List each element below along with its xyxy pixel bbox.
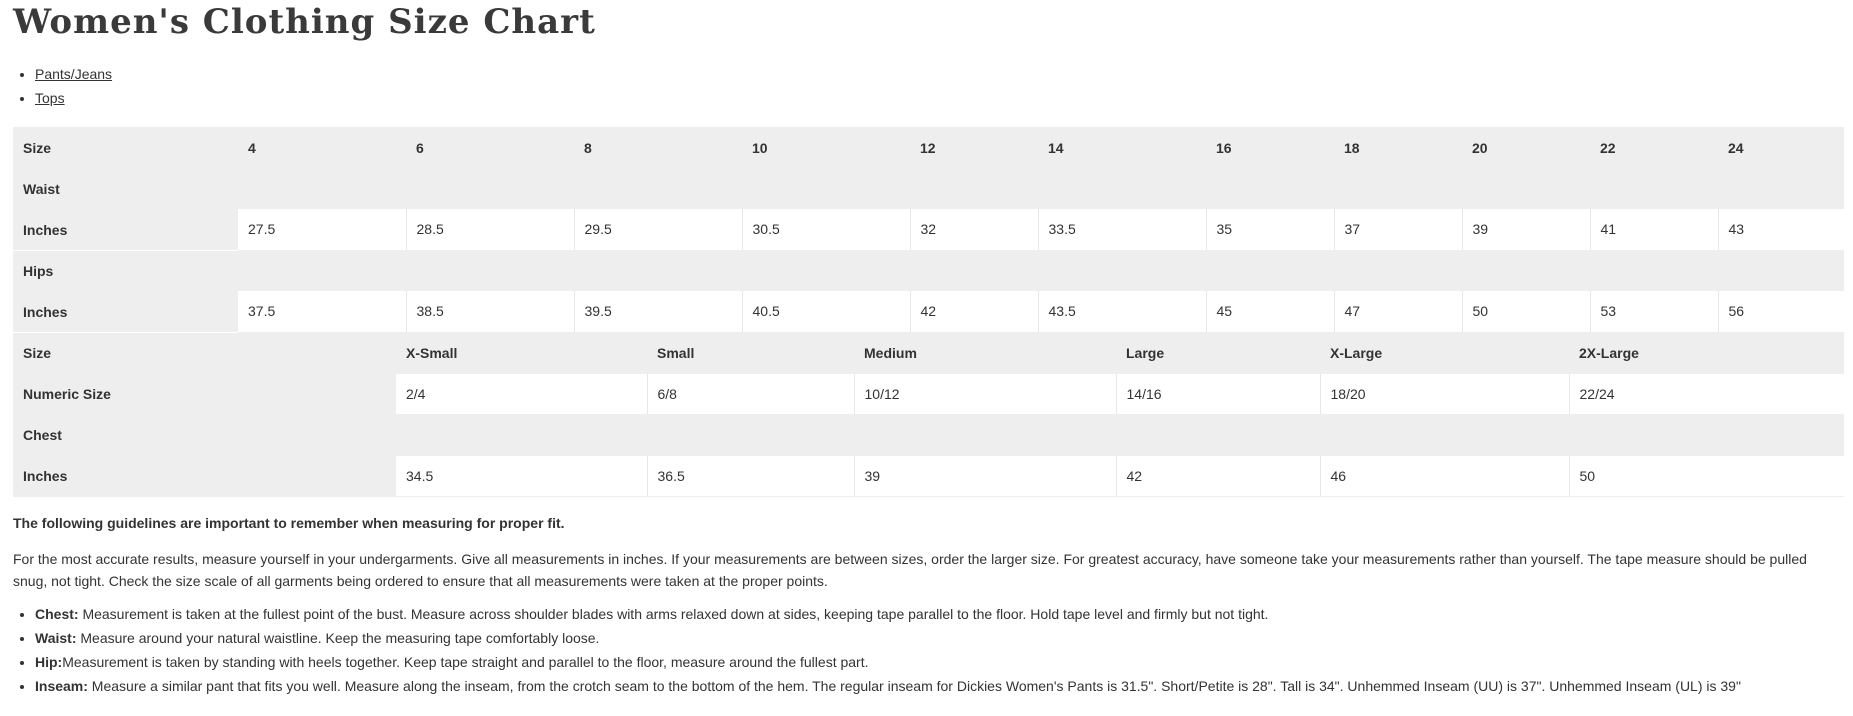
tips-list [13, 602, 1844, 698]
measuring-guidelines [13, 512, 1844, 698]
waist-cell: 37 [1334, 209, 1462, 250]
tip-text: Measurement is taken by standing with heels together. Keep tape straight and parallel to the floor, measure around the fullest part. [62, 654, 869, 670]
size-cell: 4 [238, 127, 406, 168]
chest-cell: 39 [854, 456, 1116, 497]
numeric-size-cell: 6/8 [647, 374, 854, 415]
size-cell: 8 [574, 127, 742, 168]
chest-label: Chest [13, 415, 1844, 456]
numeric-size-cell: 10/12 [854, 374, 1116, 415]
size-cell: 24 [1718, 127, 1844, 168]
size-cell: Large [1116, 333, 1320, 374]
waist-cell: 35 [1206, 209, 1334, 250]
guidelines-intro: For the most accurate results, measure yourself in your undergarments. Give all measurements in inches. If your measurements are between sizes, order the larger size. For greatest accuracy, have someone take your measurements rather than yourself. The tape measure should be pulled snug, not tight. Check the size scale of all garments being ordered to ensure that all measurements were taken at the proper points. [13, 551, 1807, 589]
numeric-size-cell: 18/20 [1320, 374, 1569, 415]
size-cell: 22 [1590, 127, 1718, 168]
guidelines-lead: The following guidelines are important to remember when measuring for proper fit. [13, 515, 565, 531]
waist-unit-label: Inches [13, 209, 238, 250]
hips-cell: 50 [1462, 291, 1590, 332]
tip-hip [35, 650, 1844, 674]
tip-term: Hip: [35, 654, 63, 670]
tip-text: Measure a similar pant that fits you well. Measure along the inseam, from the crotch seam to the bottom of the hem. The regular inseam for Dickies Women's Pants is 31.5". Short/Petite is 28". Tall is 34". Unhemmed Inseam (UU) is 37". Unhemmed Inseam (UL) is 39" [87, 678, 1741, 694]
size-cell: 18 [1334, 127, 1462, 168]
size-table [13, 127, 1844, 333]
size-cell: Small [647, 333, 854, 374]
numeric-size-cell: 14/16 [1116, 374, 1320, 415]
tip-text: Measurement is taken at the fullest point of the bust. Measure across shoulder blades with arms relaxed down at sides, keeping tape parallel to the floor. Hold tape level and firmly but not tight. [78, 606, 1269, 622]
waist-cell: 28.5 [406, 209, 574, 250]
section-links [13, 62, 112, 110]
size-cell: 14 [1038, 127, 1206, 168]
table-row [13, 374, 1844, 415]
waist-cell: 43 [1718, 209, 1844, 250]
hips-cell: 56 [1718, 291, 1844, 332]
size-cell: 6 [406, 127, 574, 168]
tip-inseam [35, 674, 1844, 698]
size-cell: X-Large [1320, 333, 1569, 374]
waist-cell: 41 [1590, 209, 1718, 250]
waist-cell: 29.5 [574, 209, 742, 250]
size-cell: Medium [854, 333, 1116, 374]
size-cell: 20 [1462, 127, 1590, 168]
list-item [35, 86, 112, 110]
hips-cell: 45 [1206, 291, 1334, 332]
page-title: Women's Clothing Size Chart [13, 2, 596, 42]
numeric-size-cell: 22/24 [1569, 374, 1844, 415]
size-cell: 10 [742, 127, 910, 168]
chest-cell: 34.5 [396, 456, 647, 497]
size-cell: 2X-Large [1569, 333, 1844, 374]
chest-unit-label: Inches [13, 456, 396, 497]
hips-cell: 47 [1334, 291, 1462, 332]
waist-cell: 39 [1462, 209, 1590, 250]
hips-unit-label: Inches [13, 291, 238, 332]
table-row [13, 168, 1844, 209]
waist-label: Waist [13, 168, 1844, 209]
hips-cell: 40.5 [742, 291, 910, 332]
hips-cell: 42 [910, 291, 1038, 332]
pants-size-label: Size [13, 127, 238, 168]
size-chart [13, 127, 1844, 497]
waist-cell: 32 [910, 209, 1038, 250]
tip-term: Waist: [35, 630, 77, 646]
tip-waist [35, 626, 1844, 650]
hips-cell: 53 [1590, 291, 1718, 332]
tops-table [13, 333, 1844, 498]
table-row [13, 415, 1844, 456]
numeric-size-cell: 2/4 [396, 374, 647, 415]
chest-cell: 46 [1320, 456, 1569, 497]
tip-term: Chest: [35, 606, 79, 622]
chest-cell: 50 [1569, 456, 1844, 497]
pants-jeans-link[interactable]: Pants/Jeans [35, 66, 113, 82]
hips-label: Hips [13, 250, 1844, 291]
size-cell: X-Small [396, 333, 647, 374]
table-row [13, 456, 1844, 497]
table-row [13, 209, 1844, 250]
waist-cell: 27.5 [238, 209, 406, 250]
table-row [13, 127, 1844, 168]
hips-cell: 38.5 [406, 291, 574, 332]
size-cell: 12 [910, 127, 1038, 168]
tip-chest [35, 602, 1844, 626]
table-row [13, 291, 1844, 332]
numeric-size-label: Numeric Size [13, 374, 396, 415]
list-item [35, 62, 112, 86]
table-row [13, 333, 1844, 374]
tip-text: Measure around your natural waistline. Keep the measuring tape comfortably loose. [76, 630, 600, 646]
hips-cell: 43.5 [1038, 291, 1206, 332]
waist-cell: 33.5 [1038, 209, 1206, 250]
waist-cell: 30.5 [742, 209, 910, 250]
hips-cell: 37.5 [238, 291, 406, 332]
size-cell: 16 [1206, 127, 1334, 168]
tops-size-label: Size [13, 333, 396, 374]
chest-cell: 36.5 [647, 456, 854, 497]
tip-term: Inseam: [35, 678, 88, 694]
table-row [13, 250, 1844, 291]
chest-cell: 42 [1116, 456, 1320, 497]
tops-link[interactable]: Tops [35, 90, 65, 106]
hips-cell: 39.5 [574, 291, 742, 332]
